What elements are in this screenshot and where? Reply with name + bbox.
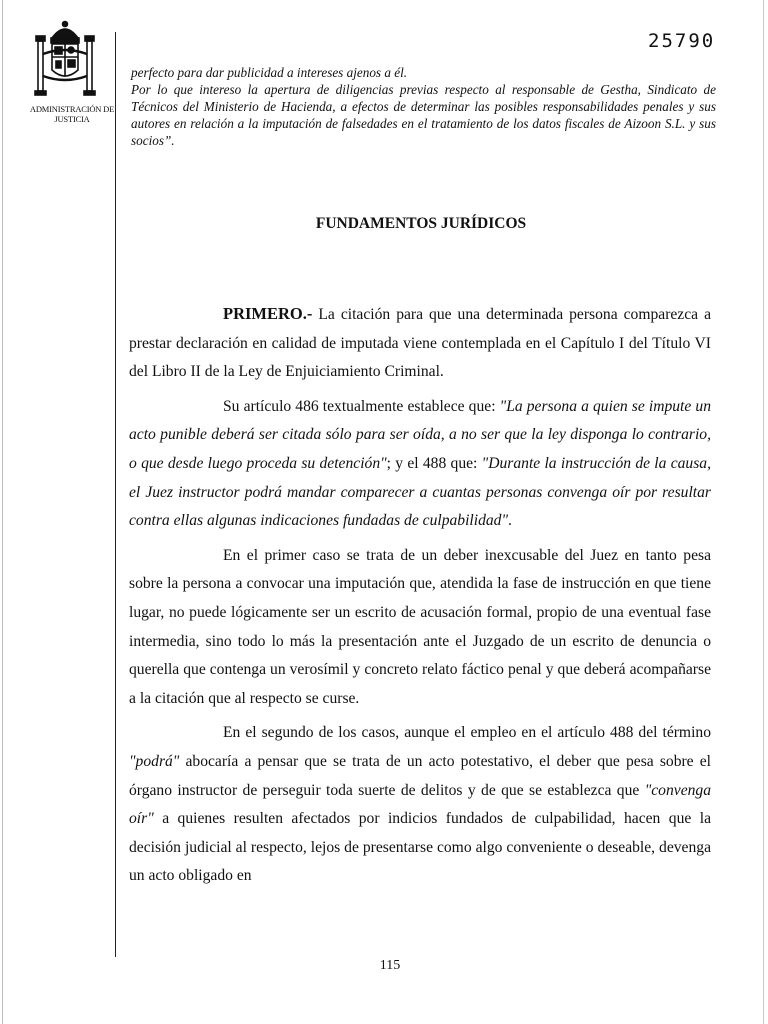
scan-right-edge	[763, 0, 764, 1024]
section-title: FUNDAMENTOS JURÍDICOS	[315, 215, 527, 232]
paragraph-text: ; y el 488 que:	[386, 454, 482, 472]
paragraph-articles	[129, 393, 711, 536]
paragraph-label: PRIMERO.-	[223, 304, 313, 323]
page-number: 115	[379, 958, 401, 973]
paragraph-text: .	[508, 512, 512, 530]
legal-quote: "La persona a quien se impute un acto punible deberá ser citada sólo para ser oída, a no ser que la ley disponga lo contrario, o que desde luego proceda su detención"	[129, 397, 711, 472]
paragraph-first-case: En el primer caso se trata de un deber inexcusable del Juez en tanto pesa sobre la persona a convocar una imputación que, atendida la fase de instrucción en que tiene lugar, no puede lógicamente ser un escrito de acusación formal, propio de una eventual fase intermedia, sino todo lo más la presentación ante el Juzgado de un escrito de denuncia o querella que contenga un verosímil y concreto relato fáctico penal y que deberá acompañarse a la citación que al respecto se curse.	[129, 546, 711, 707]
quote-line: perfecto para dar publicidad a intereses ajenos a él.	[131, 65, 408, 80]
institution-name: ADMINISTRACIÓN DE JUSTICIA	[29, 104, 115, 124]
paragraph-primero	[129, 300, 711, 387]
paragraph-text: Su artículo 486 textualmente establece que:	[223, 397, 500, 415]
paragraph-text: a quienes resulten afectados por indicios fundados de culpabilidad, hacen que la decisión judicial al respecto, lejos de presentarse como algo conveniente o deseable, devenga un acto obligado en	[129, 810, 711, 885]
margin-rule	[115, 32, 116, 957]
quote-line: Por lo que intereso la apertura de diligencias previas respecto al responsable de Gestha, Sindicato de Técnicos del Ministerio de Hacienda, a efectos de determinar las posibles responsabilidades penales y sus autores en relación a la imputación de falsedades en el tratamiento de los datos fiscales de Aizoon S.L. y sus socios”.	[131, 82, 716, 148]
legal-quote: "convenga oír"	[129, 781, 711, 828]
paragraph-text: abocaría a pensar que se trata de un acto potestativo, el deber que pesa sobre el órgano instructor de perseguir toda suerte de delitos y de que se establezca que	[129, 752, 711, 799]
quoted-excerpt	[131, 64, 716, 149]
paragraph-text: La citación para que una determinada persona comparezca a prestar declaración en calidad de imputada viene contemplada en el Capítulo I del Título VI del Libro II de la Ley de Enjuiciamiento Criminal.	[129, 306, 711, 381]
paragraph-second-case	[129, 719, 711, 891]
paragraph-text: En el segundo de los casos, aunque el empleo en el artículo 488 del término	[223, 724, 711, 742]
document-number: 25790	[648, 30, 716, 52]
coat-of-arms-icon	[30, 16, 100, 102]
legal-quote: "Durante la instrucción de la causa, el Juez instructor podrá mandar comparecer a cuantas personas convenga oír por resultar contra ellas algunas indicaciones fundadas de culpabilidad"	[129, 454, 711, 530]
legal-quote: "podrá"	[129, 752, 180, 770]
body-text	[129, 300, 711, 891]
scan-left-edge	[2, 0, 3, 1024]
